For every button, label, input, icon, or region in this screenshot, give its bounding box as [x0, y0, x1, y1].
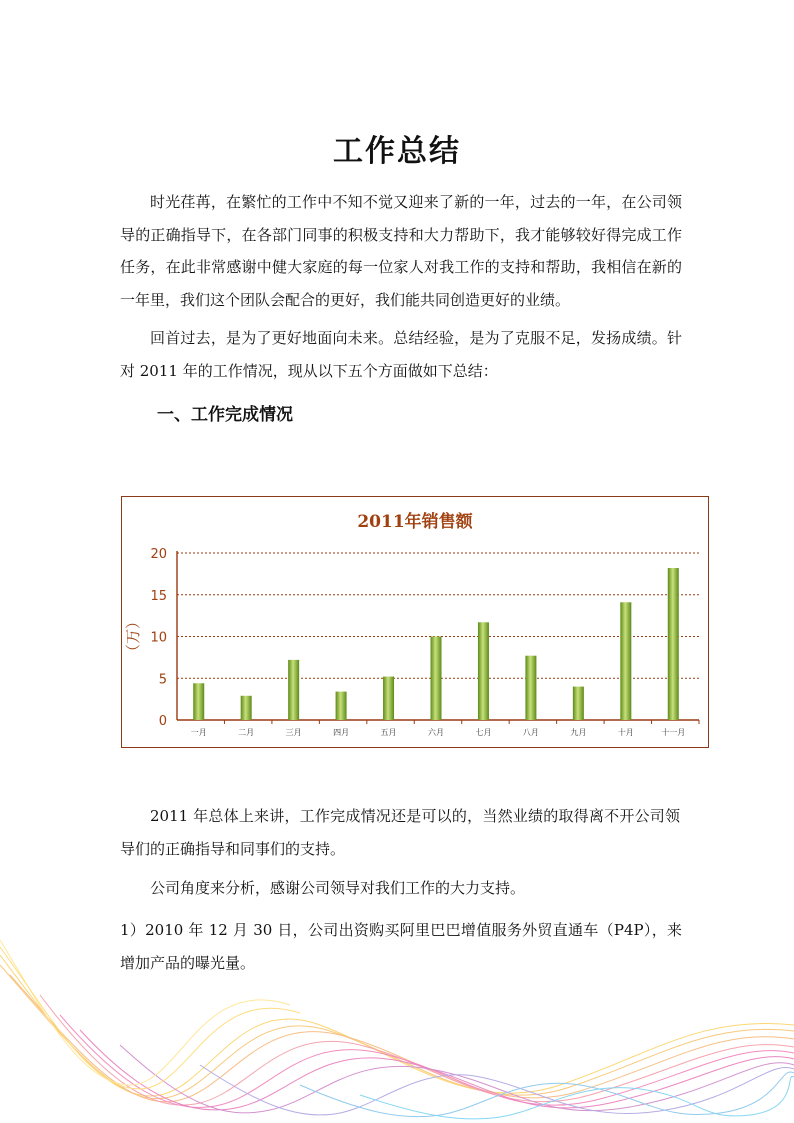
bar	[525, 656, 536, 720]
bar	[668, 568, 679, 720]
y-tick-label: 10	[150, 630, 167, 646]
chart-title: 2011年销售额	[357, 512, 473, 532]
bar	[573, 687, 584, 720]
bar	[193, 683, 204, 720]
item-1-paragraph: 1）2010 年 12 月 30 日，公司出资购买阿里巴巴增值服务外贸直通车（P4P），来增加产品的曝光量。	[120, 921, 682, 972]
x-tick-labels	[191, 720, 699, 737]
bars	[193, 568, 679, 720]
company-analysis-paragraph: 公司角度来分析，感谢公司领导对我们工作的大力支持。	[150, 879, 526, 897]
x-tick-label: 三月	[285, 728, 302, 737]
document-title: 工作总结	[333, 134, 461, 169]
x-tick-label: 九月	[570, 728, 587, 737]
conclusion-paragraph: 2011 年总体上来讲，工作完成情况还是可以的，当然业绩的取得离不开公司领导们的正确指导和同事们的支持。	[120, 807, 680, 858]
y-tick-labels	[150, 547, 167, 729]
bar	[336, 692, 347, 720]
x-tick-label: 四月	[333, 728, 350, 737]
bar	[288, 660, 299, 720]
y-tick-label: 5	[158, 672, 167, 688]
y-tick-label: 20	[150, 547, 167, 562]
x-tick-label: 十一月	[661, 728, 686, 737]
intro-paragraph: 时光荏苒，在繁忙的工作中不知不觉又迎来了新的一年，过去的一年，在公司领导的正确指导下，在各部门同事的积极支持和大力帮助下，我才能够较好得完成工作任务，在此非常感谢中健大家庭的每一位家人对我工作的支持和帮助，我相信在新的一年里，我们这个团队会配合的更好，我们能共同创造更好的业绩。	[120, 193, 682, 309]
bar	[620, 602, 631, 720]
bar	[241, 696, 252, 720]
x-tick-label: 六月	[428, 728, 444, 737]
x-tick-label: 一月	[190, 728, 207, 737]
x-tick-label: 七月	[475, 728, 492, 737]
chart-canvas	[122, 497, 708, 747]
y-tick-label: 15	[150, 588, 167, 604]
summary-paragraph: 回首过去，是为了更好地面向未来。总结经验，是为了克服不足，发扬成绩。针对 2011 年的工作情况，现从以下五个方面做如下总结：	[120, 329, 682, 380]
bar	[478, 622, 489, 720]
y-tick-label: 0	[158, 714, 167, 729]
x-tick-label: 八月	[522, 728, 539, 737]
x-tick-label: 五月	[380, 728, 397, 737]
bar	[431, 637, 442, 721]
sales-chart	[121, 496, 709, 748]
x-tick-label: 十月	[617, 728, 634, 737]
decorative-wave	[0, 935, 794, 1123]
y-axis-label: （万）	[124, 613, 142, 660]
x-tick-label: 二月	[238, 728, 255, 737]
section-heading: 一、工作完成情况	[157, 405, 293, 425]
bar	[383, 677, 394, 720]
